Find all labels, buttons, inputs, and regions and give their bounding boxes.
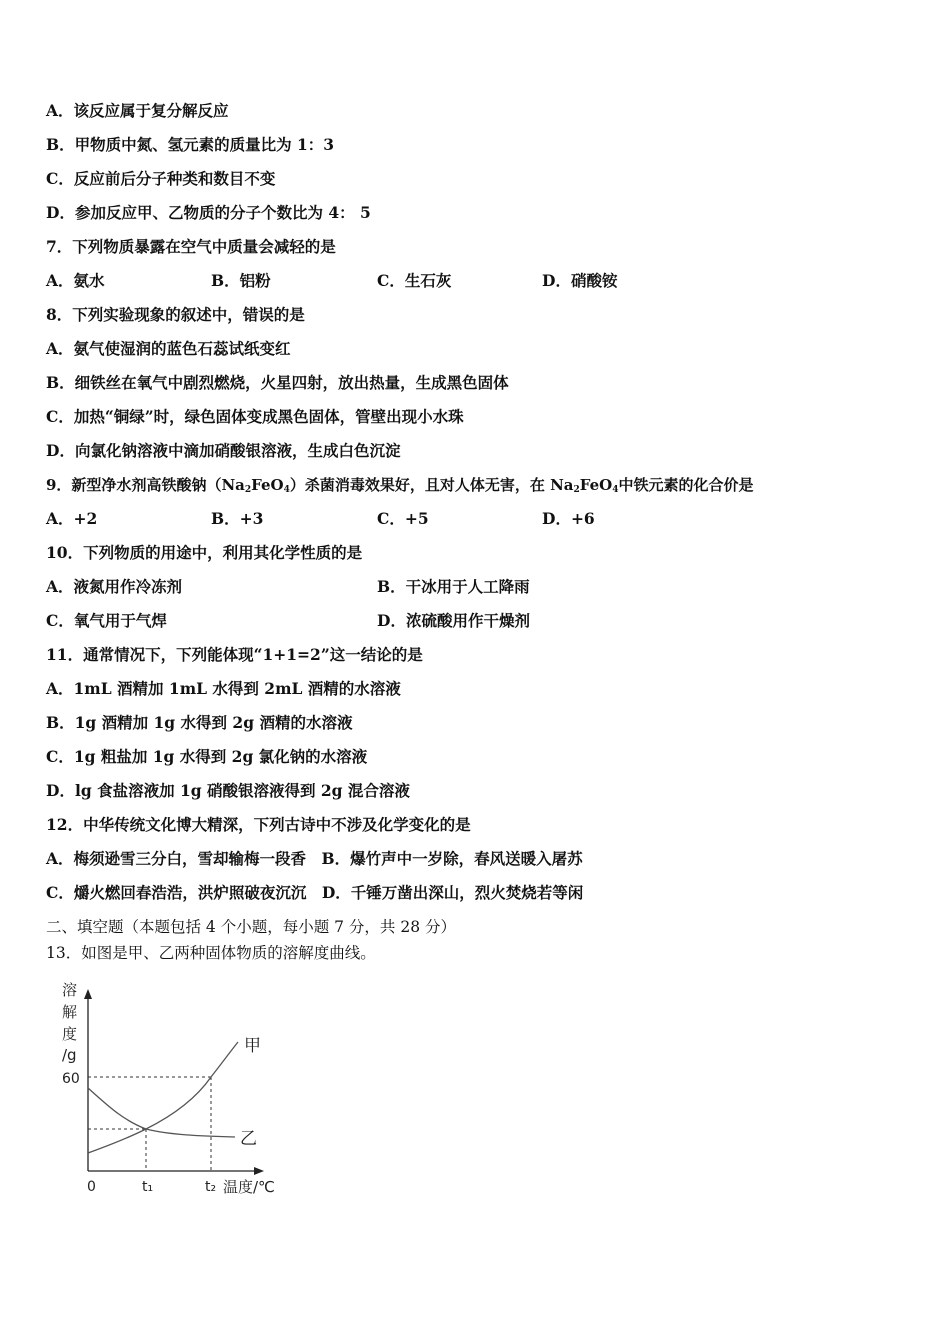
q8-option-d: D．向氯化钠溶液中滴加硝酸银溶液，生成白色沉淀 — [46, 441, 401, 460]
q8-option-b: B．细铁丝在氧气中剧烈燃烧，火星四射，放出热量，生成黑色固体 — [46, 373, 509, 392]
y-label-char: 溶 — [62, 981, 78, 999]
x-tick-label: t₁ — [142, 1179, 154, 1195]
q9-subscript: 4 — [283, 485, 290, 495]
q7-option-c: C．生石灰 — [377, 271, 452, 290]
y-tick-label: 60 — [62, 1071, 80, 1087]
y-axis-arrow — [84, 989, 92, 999]
q9-option-a: A．+2 — [46, 509, 98, 528]
q6-option-c: C．反应前后分子种类和数目不变 — [46, 169, 276, 188]
q7-option-d: D．硝酸铵 — [542, 271, 618, 290]
q10-option-c: C．氧气用于气焊 — [46, 611, 167, 630]
q9-stem-part: FeO — [579, 476, 613, 494]
q8-option-c: C．加热“铜绿”时，绿色固体变成黑色固体，管壁出现小水珠 — [46, 407, 464, 426]
q11-option-a: A．1mL 酒精加 1mL 水得到 2mL 酒精的水溶液 — [46, 679, 401, 698]
q12-options-cd: C．爝火燃回春浩浩，洪炉照破夜沉沉 D．千锤万凿出深山，烈火焚烧若等闲 — [46, 883, 584, 902]
q9-subscript: 2 — [573, 485, 580, 495]
y-label-char: 度 — [62, 1025, 78, 1043]
x-axis-arrow — [254, 1167, 264, 1175]
q9-stem — [46, 474, 754, 501]
q6-option-b: B．甲物质中氮、氢元素的质量比为 1：3 — [46, 135, 335, 154]
q10-option-b: B．干冰用于人工降雨 — [377, 577, 530, 596]
section-heading: 二、填空题（本题包括 4 个小题，每小题 7 分，共 28 分） — [46, 918, 457, 936]
q9-stem-part: ）杀菌消毒效果好，且对人体无害，在 Na — [289, 476, 574, 494]
origin-label: 0 — [87, 1179, 96, 1195]
q7-stem: 7．下列物质暴露在空气中质量会减轻的是 — [46, 237, 336, 256]
q11-option-c: C．1g 粗盐加 1g 水得到 2g 氯化钠的水溶液 — [46, 747, 368, 766]
q9-option-d: D．+6 — [542, 509, 595, 528]
solubility-curve-chart — [50, 975, 290, 1200]
y-label-char: 解 — [62, 1003, 78, 1021]
q6-option-a: A．该反应属于复分解反应 — [46, 101, 229, 120]
q6-option-d: D．参加反应甲、乙物质的分子个数比为 4： 5 — [46, 203, 371, 222]
x-axis-label: 温度/℃ — [223, 1178, 275, 1196]
q10-option-d: D．浓硫酸用作干燥剂 — [377, 611, 530, 630]
q9-subscript: 2 — [244, 485, 252, 495]
q9-option-b: B．+3 — [211, 509, 264, 528]
q9-subscript: 4 — [612, 485, 619, 495]
q13-stem: 13．如图是甲、乙两种固体物质的溶解度曲线。 — [46, 944, 376, 962]
q7-option-b: B．铝粉 — [211, 271, 271, 290]
q9-stem-part: 中铁元素的化合价是 — [618, 476, 754, 494]
y-label-char: /g — [62, 1046, 77, 1064]
q12-options-ab: A．梅须逊雪三分白，雪却输梅一段香 B．爆竹声中一岁除，春风送暖入屠苏 — [46, 849, 583, 868]
q11-option-b: B．1g 酒精加 1g 水得到 2g 酒精的水溶液 — [46, 713, 353, 732]
x-tick-label: t₂ — [205, 1179, 217, 1195]
q9-option-c: C．+5 — [377, 509, 429, 528]
q8-stem: 8．下列实验现象的叙述中，错误的是 — [46, 305, 305, 324]
series-yi-curve — [88, 1088, 235, 1137]
q11-stem: 11．通常情况下，下列能体现“1+1=2”这一结论的是 — [46, 645, 423, 664]
q10-option-a: A．液氮用作冷冻剂 — [46, 577, 183, 596]
q8-option-a: A．氨气使湿润的蓝色石蕊试纸变红 — [46, 339, 291, 358]
q12-stem: 12．中华传统文化博大精深，下列古诗中不涉及化学变化的是 — [46, 815, 471, 834]
series-label-jia: 甲 — [244, 1036, 261, 1056]
series-label-yi: 乙 — [240, 1129, 257, 1149]
q9-stem-part: 9．新型净水剂高铁酸钠（Na — [46, 476, 245, 494]
q7-option-a: A．氨水 — [46, 271, 105, 290]
q10-stem: 10．下列物质的用途中，利用其化学性质的是 — [46, 543, 363, 562]
q9-stem-part: FeO — [251, 476, 284, 494]
q11-option-d: D．lg 食盐溶液加 1g 硝酸银溶液得到 2g 混合溶液 — [46, 781, 410, 800]
